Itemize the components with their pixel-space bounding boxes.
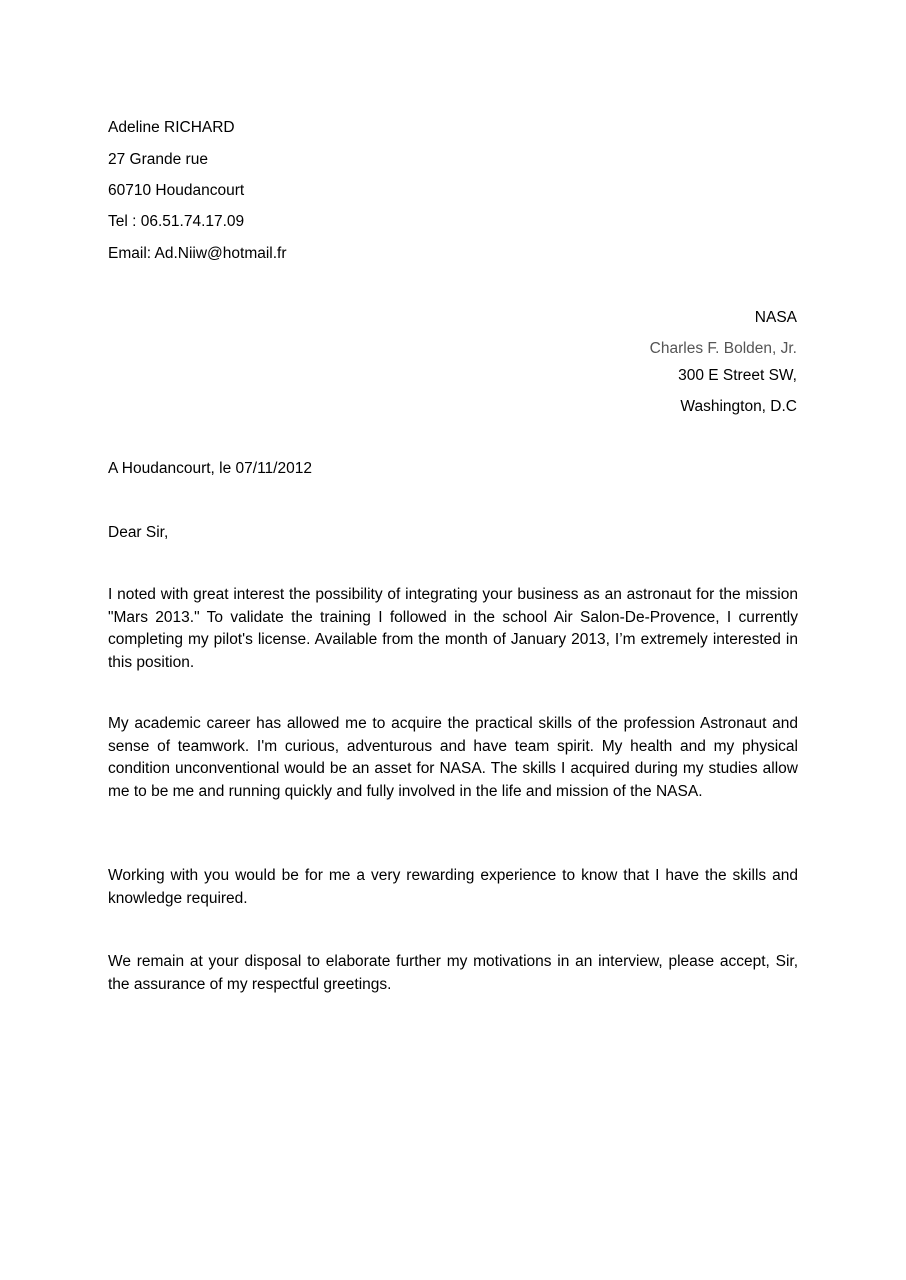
place-date: A Houdancourt, le 07/11/2012 <box>108 460 312 477</box>
recipient-org: NASA <box>754 309 797 326</box>
body-paragraph: My academic career has allowed me to acquire the practical skills of the profession Astronaut and sense of teamwork. I'm curious, adventurous and have team spirit. My health and my physical condition unconventional would be an asset for NASA. The skills I acquired during my studies allow me to be me and running quickly and fully involved in the life and mission of the NASA. <box>108 715 798 800</box>
salutation: Dear Sir, <box>108 524 169 541</box>
recipient-person: Charles F. Bolden, Jr. <box>649 340 797 357</box>
sender-city: 60710 Houdancourt <box>108 182 245 199</box>
sender-name: Adeline RICHARD <box>108 119 235 136</box>
sender-email: Email: Ad.Niiw@hotmail.fr <box>108 245 287 262</box>
recipient-city: Washington, D.C <box>680 398 797 415</box>
body-paragraph: I noted with great interest the possibility of integrating your business as an astronaut for the mission "Mars 2013." To validate the training I followed in the school Air Salon-De-Provence, I currently completing my pilot's license. Available from the month of January 2013, I’m extremely interested in this position. <box>108 586 798 671</box>
recipient-street: 300 E Street SW, <box>678 367 797 384</box>
sender-street: 27 Grande rue <box>108 151 208 168</box>
sender-tel: Tel : 06.51.74.17.09 <box>108 213 245 230</box>
body-paragraph: Working with you would be for me a very rewarding experience to know that I have the skills and knowledge required. <box>108 867 798 907</box>
body-paragraph: We remain at your disposal to elaborate further my motivations in an interview, please accept, Sir, the assurance of my respectful greetings. <box>108 953 798 993</box>
